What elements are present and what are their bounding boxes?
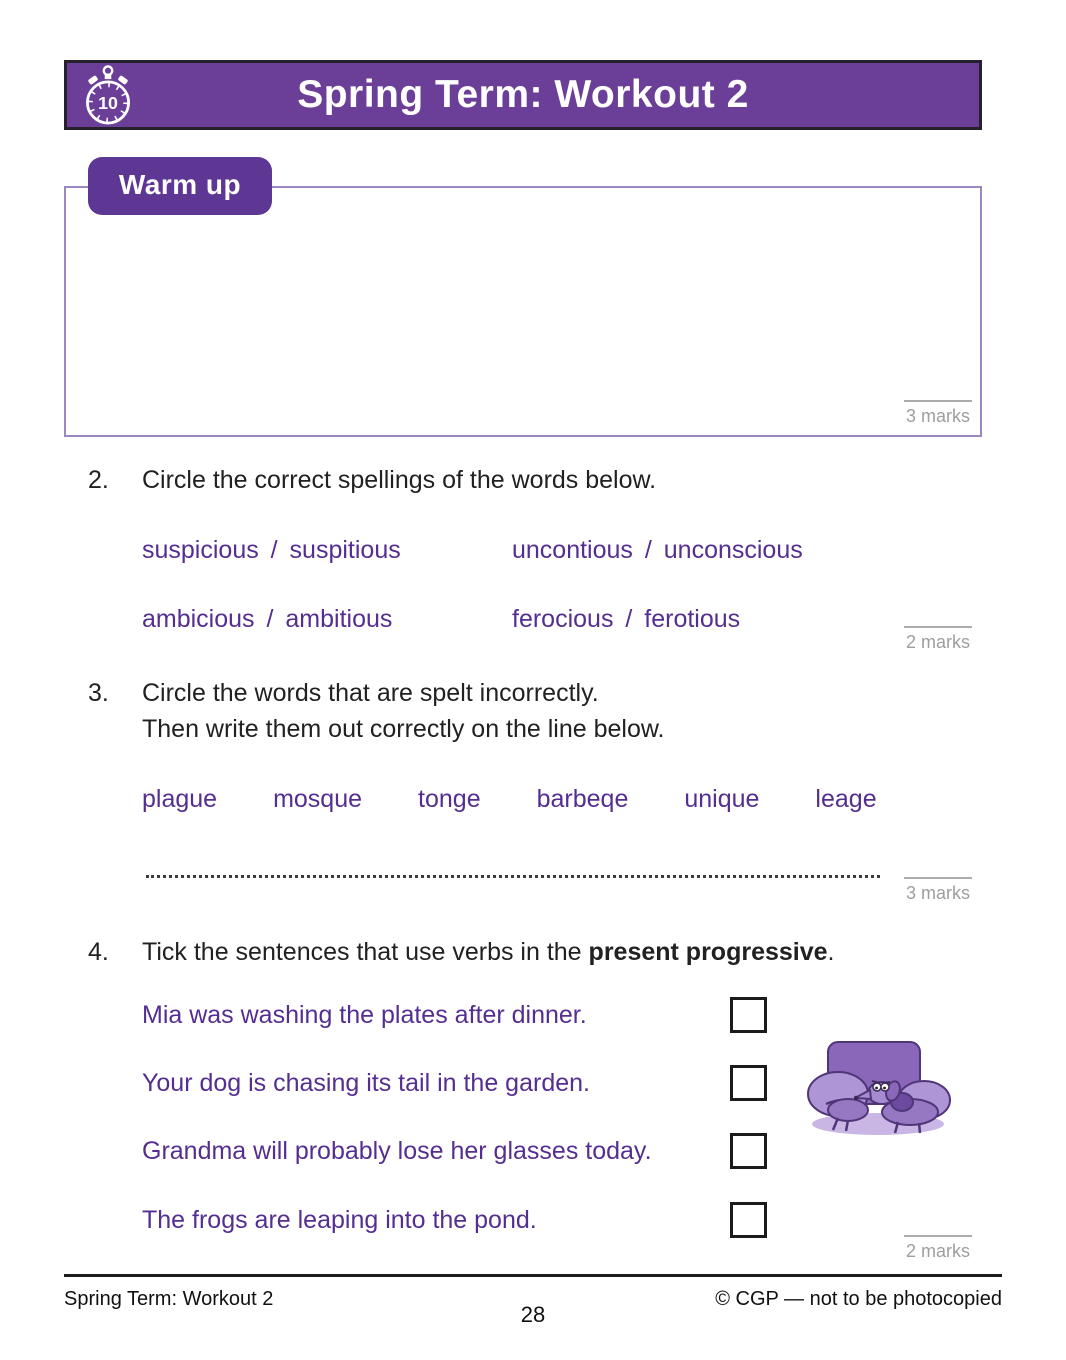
page-header (64, 60, 982, 130)
tick-sentence-3: Grandma will probably lose her glasses today. (142, 1136, 652, 1165)
checkbox-3[interactable] (730, 1133, 767, 1169)
tick-sentence-1: Mia was washing the plates after dinner. (142, 1000, 587, 1029)
question-4-marks: 2 marks (904, 1235, 972, 1262)
tick-row-2 (142, 1063, 767, 1103)
page-number: 28 (520, 1302, 546, 1327)
question-3-number: 3. (88, 679, 109, 707)
dog-illustration (806, 1038, 956, 1141)
question-1-marks: 3 marks (904, 400, 972, 427)
checkbox-1[interactable] (730, 997, 767, 1033)
question-4-prompt-suffix: . (827, 938, 835, 966)
tick-sentence-4: The frogs are leaping into the pond. (142, 1205, 537, 1234)
tick-sentence-2: Your dog is chasing its tail in the garden. (142, 1068, 590, 1097)
footer-copyright: © CGP — not to be photocopied (715, 1288, 1002, 1310)
spelling-pair-3[interactable]: ambicious / ambitious (142, 605, 393, 633)
warm-up-box (64, 186, 982, 437)
spelling-word-mosque[interactable]: mosque (273, 785, 363, 813)
dog-cartoon-icon (806, 1038, 956, 1136)
warm-up-badge: Warm up (88, 157, 272, 215)
question-2-marks: 2 marks (904, 626, 972, 653)
answer-write-in-line[interactable] (146, 852, 880, 878)
checkbox-2[interactable] (730, 1065, 767, 1101)
tick-row-1 (142, 995, 767, 1035)
timer-value: 10 (98, 93, 118, 114)
spelling-pair-2[interactable]: uncontious / unconscious (512, 536, 803, 564)
question-2-prompt: Circle the correct spellings of the words below. (142, 466, 657, 494)
spelling-word-tonge[interactable]: tonge (418, 785, 481, 813)
spelling-word-leage[interactable]: leage (815, 785, 877, 813)
question-4-prompt-prefix: Tick the sentences that use verbs in the (142, 938, 589, 966)
page-title: Spring Term: Workout 2 (297, 73, 749, 116)
question-4-prompt-bold: present progressive (588, 938, 828, 966)
question-3-marks: 3 marks (904, 877, 972, 904)
tick-row-4 (142, 1200, 767, 1240)
tick-row-3 (142, 1131, 767, 1171)
question-4-number: 4. (88, 938, 109, 966)
question-3-prompt-line-1: Circle the words that are spelt incorrectly. (142, 679, 599, 707)
footer-divider (64, 1274, 1002, 1277)
question-2-number: 2. (88, 466, 109, 494)
spelling-word-plague[interactable]: plague (142, 785, 218, 813)
spelling-word-unique[interactable]: unique (684, 785, 760, 813)
checkbox-4[interactable] (730, 1202, 767, 1238)
question-3-prompt-line-2: Then write them out correctly on the line below. (142, 715, 665, 743)
spelling-pair-4[interactable]: ferocious / ferotious (512, 605, 741, 633)
question-4-prompt (142, 938, 835, 967)
footer-section-title: Spring Term: Workout 2 (64, 1288, 274, 1310)
spelling-word-barbeqe[interactable]: barbeqe (536, 785, 629, 813)
spelling-pair-1[interactable]: suspicious / suspitious (142, 536, 401, 564)
spelling-word-list (142, 785, 877, 814)
